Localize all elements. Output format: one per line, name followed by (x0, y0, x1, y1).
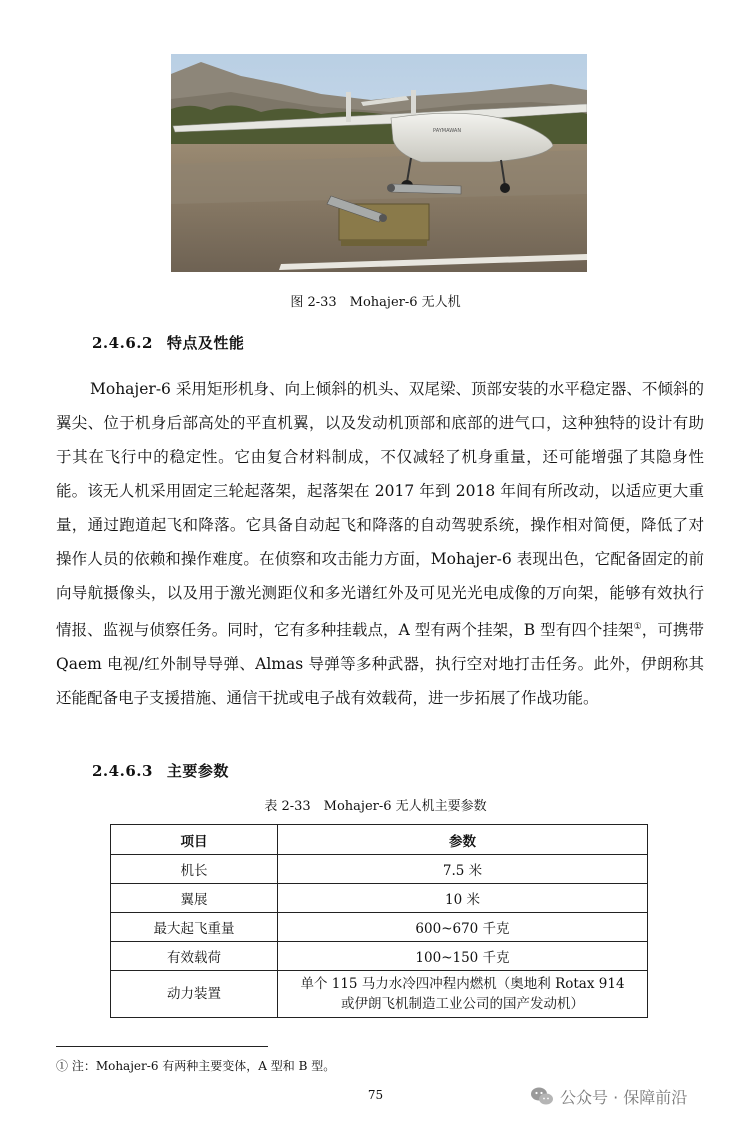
plane-label: PAYMAWAN (433, 128, 462, 134)
footnote-reference[interactable]: ① (633, 622, 642, 632)
footnote-text: ① 注：Mohajer-6 有两种主要变体，A 型和 B 型。 (56, 1059, 336, 1073)
table-cell-item: 翼展 (111, 884, 278, 913)
table-cell-value-line1: 单个 115 马力水冷四冲程内燃机（奥地利 Rotax 914 (300, 976, 625, 992)
table-cell-item: 有效载荷 (111, 942, 278, 971)
table-cell-value: 100~150 千克 (278, 942, 648, 971)
section-title: 主要参数 (166, 762, 229, 780)
section-number: 2.4.6.2 (92, 334, 153, 352)
table-row (111, 884, 648, 913)
section-title: 特点及性能 (166, 334, 245, 352)
section-heading-features (92, 332, 244, 353)
table-cell-item: 动力装置 (111, 971, 278, 1018)
table-cell-value: 7.5 米 (278, 855, 648, 884)
table-row (111, 913, 648, 942)
watermark-text: 公众号 · 保障前沿 (560, 1087, 688, 1107)
paragraph-text-part1: Mohajer-6 采用矩形机身、向上倾斜的机头、双尾梁、顶部安装的水平稳定器、不倾斜的翼尖、位于机身后部高处的平直机翼，以及发动机顶部和底部的进气口，这种独特的设计有助于其在飞行中的稳定性。它由复合材料制成，不仅减轻了机身重量，还可能增强了其隐身性能。该无人机采用固定三轮起落架，起落架在 2017 年到 2018 年间有所改动，以适应更大重量，通过跑道起飞和降落。它具备自动起飞和降落的自动驾驶系统，操作相对简便，降低了对操作人员的依赖和操作难度。在侦察和攻击能力方面，Mohajer-6 表现出色，它配备固定的前向导航摄像头，以及用于激光测距仪和多光谱红外及可见光光电成像的万向架，能够有效执行情报、监视与侦察任务。同时，它有多种挂载点，A 型有两个挂架，B 型有四个挂架 (56, 380, 704, 640)
parameters-table (110, 824, 648, 1018)
table-cell-item: 最大起飞重量 (111, 913, 278, 942)
table-header-row (111, 825, 648, 855)
wechat-icon (530, 1084, 554, 1108)
table-cell-item: 机长 (111, 855, 278, 884)
table-cell-value (278, 971, 648, 1018)
table-cell-value: 10 米 (278, 884, 648, 913)
paragraph-text-part2: ，可携带 Qaem 电视/红外制导导弹、Almas 导弹等多种武器，执行空对地打击任务。此外，伊朗称其还能配备电子支援措施、通信干扰或电子战有效载荷，进一步拓展了作战功能。 (56, 621, 704, 708)
table-cell-value: 600~670 千克 (278, 913, 648, 942)
drone-photo (171, 54, 587, 272)
table-cell-value-line2: 或伊朗飞机制造工业公司的国产发动机） (341, 996, 584, 1012)
table-row (111, 971, 648, 1018)
table-header-value: 参数 (278, 825, 648, 855)
footnote-divider (56, 1046, 268, 1047)
watermark (530, 1084, 687, 1108)
table-header-item: 项目 (111, 825, 278, 855)
table-caption: 表 2-33 Mohajer-6 无人机主要参数 (264, 799, 487, 814)
page-number: 75 (367, 1088, 384, 1102)
table-row (111, 942, 648, 971)
figure-caption: 图 2-33 Mohajer-6 无人机 (290, 295, 461, 310)
table-row (111, 855, 648, 884)
body-paragraph (56, 372, 704, 715)
section-number: 2.4.6.3 (92, 762, 153, 780)
section-heading-parameters (92, 760, 229, 781)
